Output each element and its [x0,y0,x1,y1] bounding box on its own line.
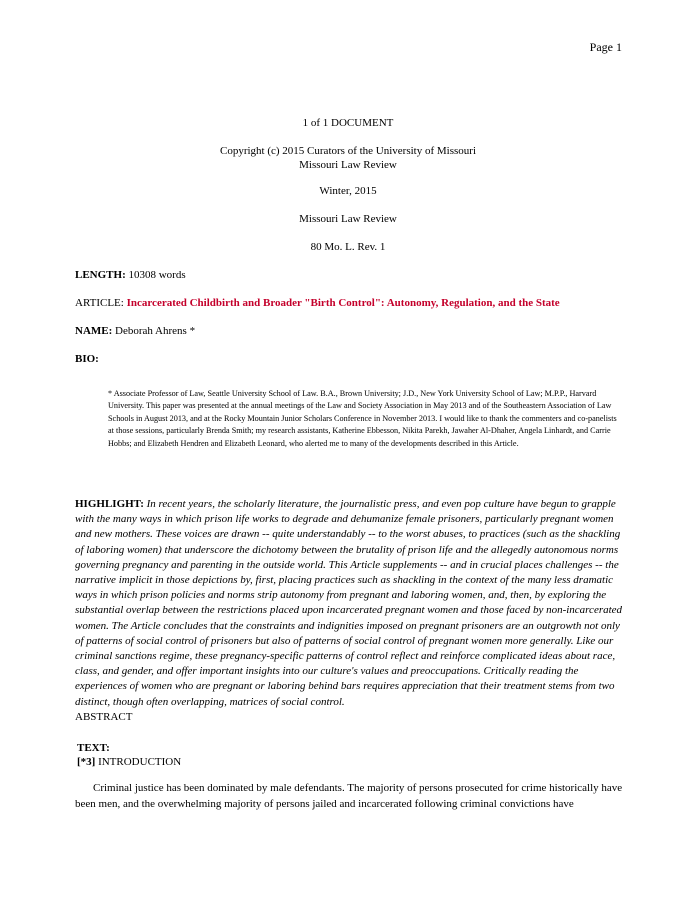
bio-text: * Associate Professor of Law, Seattle University School of Law. B.A., Brown University; J.D., New York University School of Law; M.P.P., Harvard University. This paper was presented at the annual meetings of the Law and Society Association in May 2013 and of the Southeastern Association of Law Schools in August 2013, and at the Rocky Mountain Junior Scholars Conference in November 2013. I would like to thank the commenters and co-panelists at those sessions, particularly Brenda Smith; my research assistants, Katherine Ebbesson, Nikita Parekh, Jawaher Al-Dhaher, Angela Linhardt, and Carrie Hobbs; and Elizabeth Hendren and Elizabeth Leonard, who alerted me to many of the developments described in this Article. [108,389,617,448]
star-page-marker: [*3] [77,756,96,768]
length-label: LENGTH: [75,269,126,281]
intro-heading: INTRODUCTION [98,756,182,768]
author-line [75,324,623,338]
text-label: TEXT: [77,742,110,754]
abstract-label: ABSTRACT [75,710,133,723]
publication-name: Missouri Law Review [299,159,397,171]
name-label: NAME: [75,325,113,337]
document-count: 1 of 1 DOCUMENT [302,117,394,129]
highlight-text: In recent years, the scholarly literature, the journalistic press, and even pop culture have begun to grapple with the many ways in which prison life works to degrade and dehumanize female prisoners, particularly pregnant women and new mothers. These voices are drawn -- quite understandably -- to the worst abuses, to practices (such as the shackling of laboring women) that underscore the dichotomy between the brutality of prison life and the allegedly autonomous norms governing pregnancy and parenting in the outside world. This Article supplements -- and in crucial places challenges -- the narrative implicit in those depictions by, first, placing practices such as shackling in the context of the many less dramatic ways in which prison policies and norms strip autonomy from pregnant and laboring women, and, then, by exploring the substantial overlap between the restrictions placed upon incarcerated pregnant women and those faced by non-incarcerated women. The Article concludes that the constraints and indignities imposed on pregnant prisoners are an outgrowth not only of patterns of social control of prisoners but also of patterns of social control of pregnant women more generally. Like our criminal sanctions regime, these pregnancy-specific patterns of control reflect and reinforce complicated ideas about race, class, and gender, and offer important insights into our culture's values and preoccupations. Critically reading the experiences of women who are pregnant or laboring behind bars requires appreciation that their treatment stems from two distinct, though often overlapping, matrices of social control. [75,498,623,708]
article-title: Incarcerated Childbirth and Broader "Birth Control": Autonomy, Regulation, and the State [126,297,560,309]
copyright-line: Copyright (c) 2015 Curators of the University of Missouri [219,145,477,157]
length-line [75,268,623,282]
article-line [75,296,623,310]
author-name: Deborah Ahrens * [115,325,196,337]
article-label: ARTICLE: [75,297,124,309]
bio-label: BIO: [75,353,99,365]
highlight-section [75,497,623,725]
intro-heading-line [77,755,625,769]
page-number: Page 1 [589,40,622,54]
publication-name-repeat: Missouri Law Review [299,213,397,225]
length-value: 10308 words [128,269,186,281]
citation: 80 Mo. L. Rev. 1 [310,241,386,253]
highlight-label: HIGHLIGHT: [75,498,144,510]
intro-paragraph: Criminal justice has been dominated by male defendants. The majority of persons prosecuted for crime historically have been men, and the overwhelming majority of persons jailed and incarcerated following criminal convictions have [75,782,623,810]
publication-date: Winter, 2015 [319,185,377,197]
